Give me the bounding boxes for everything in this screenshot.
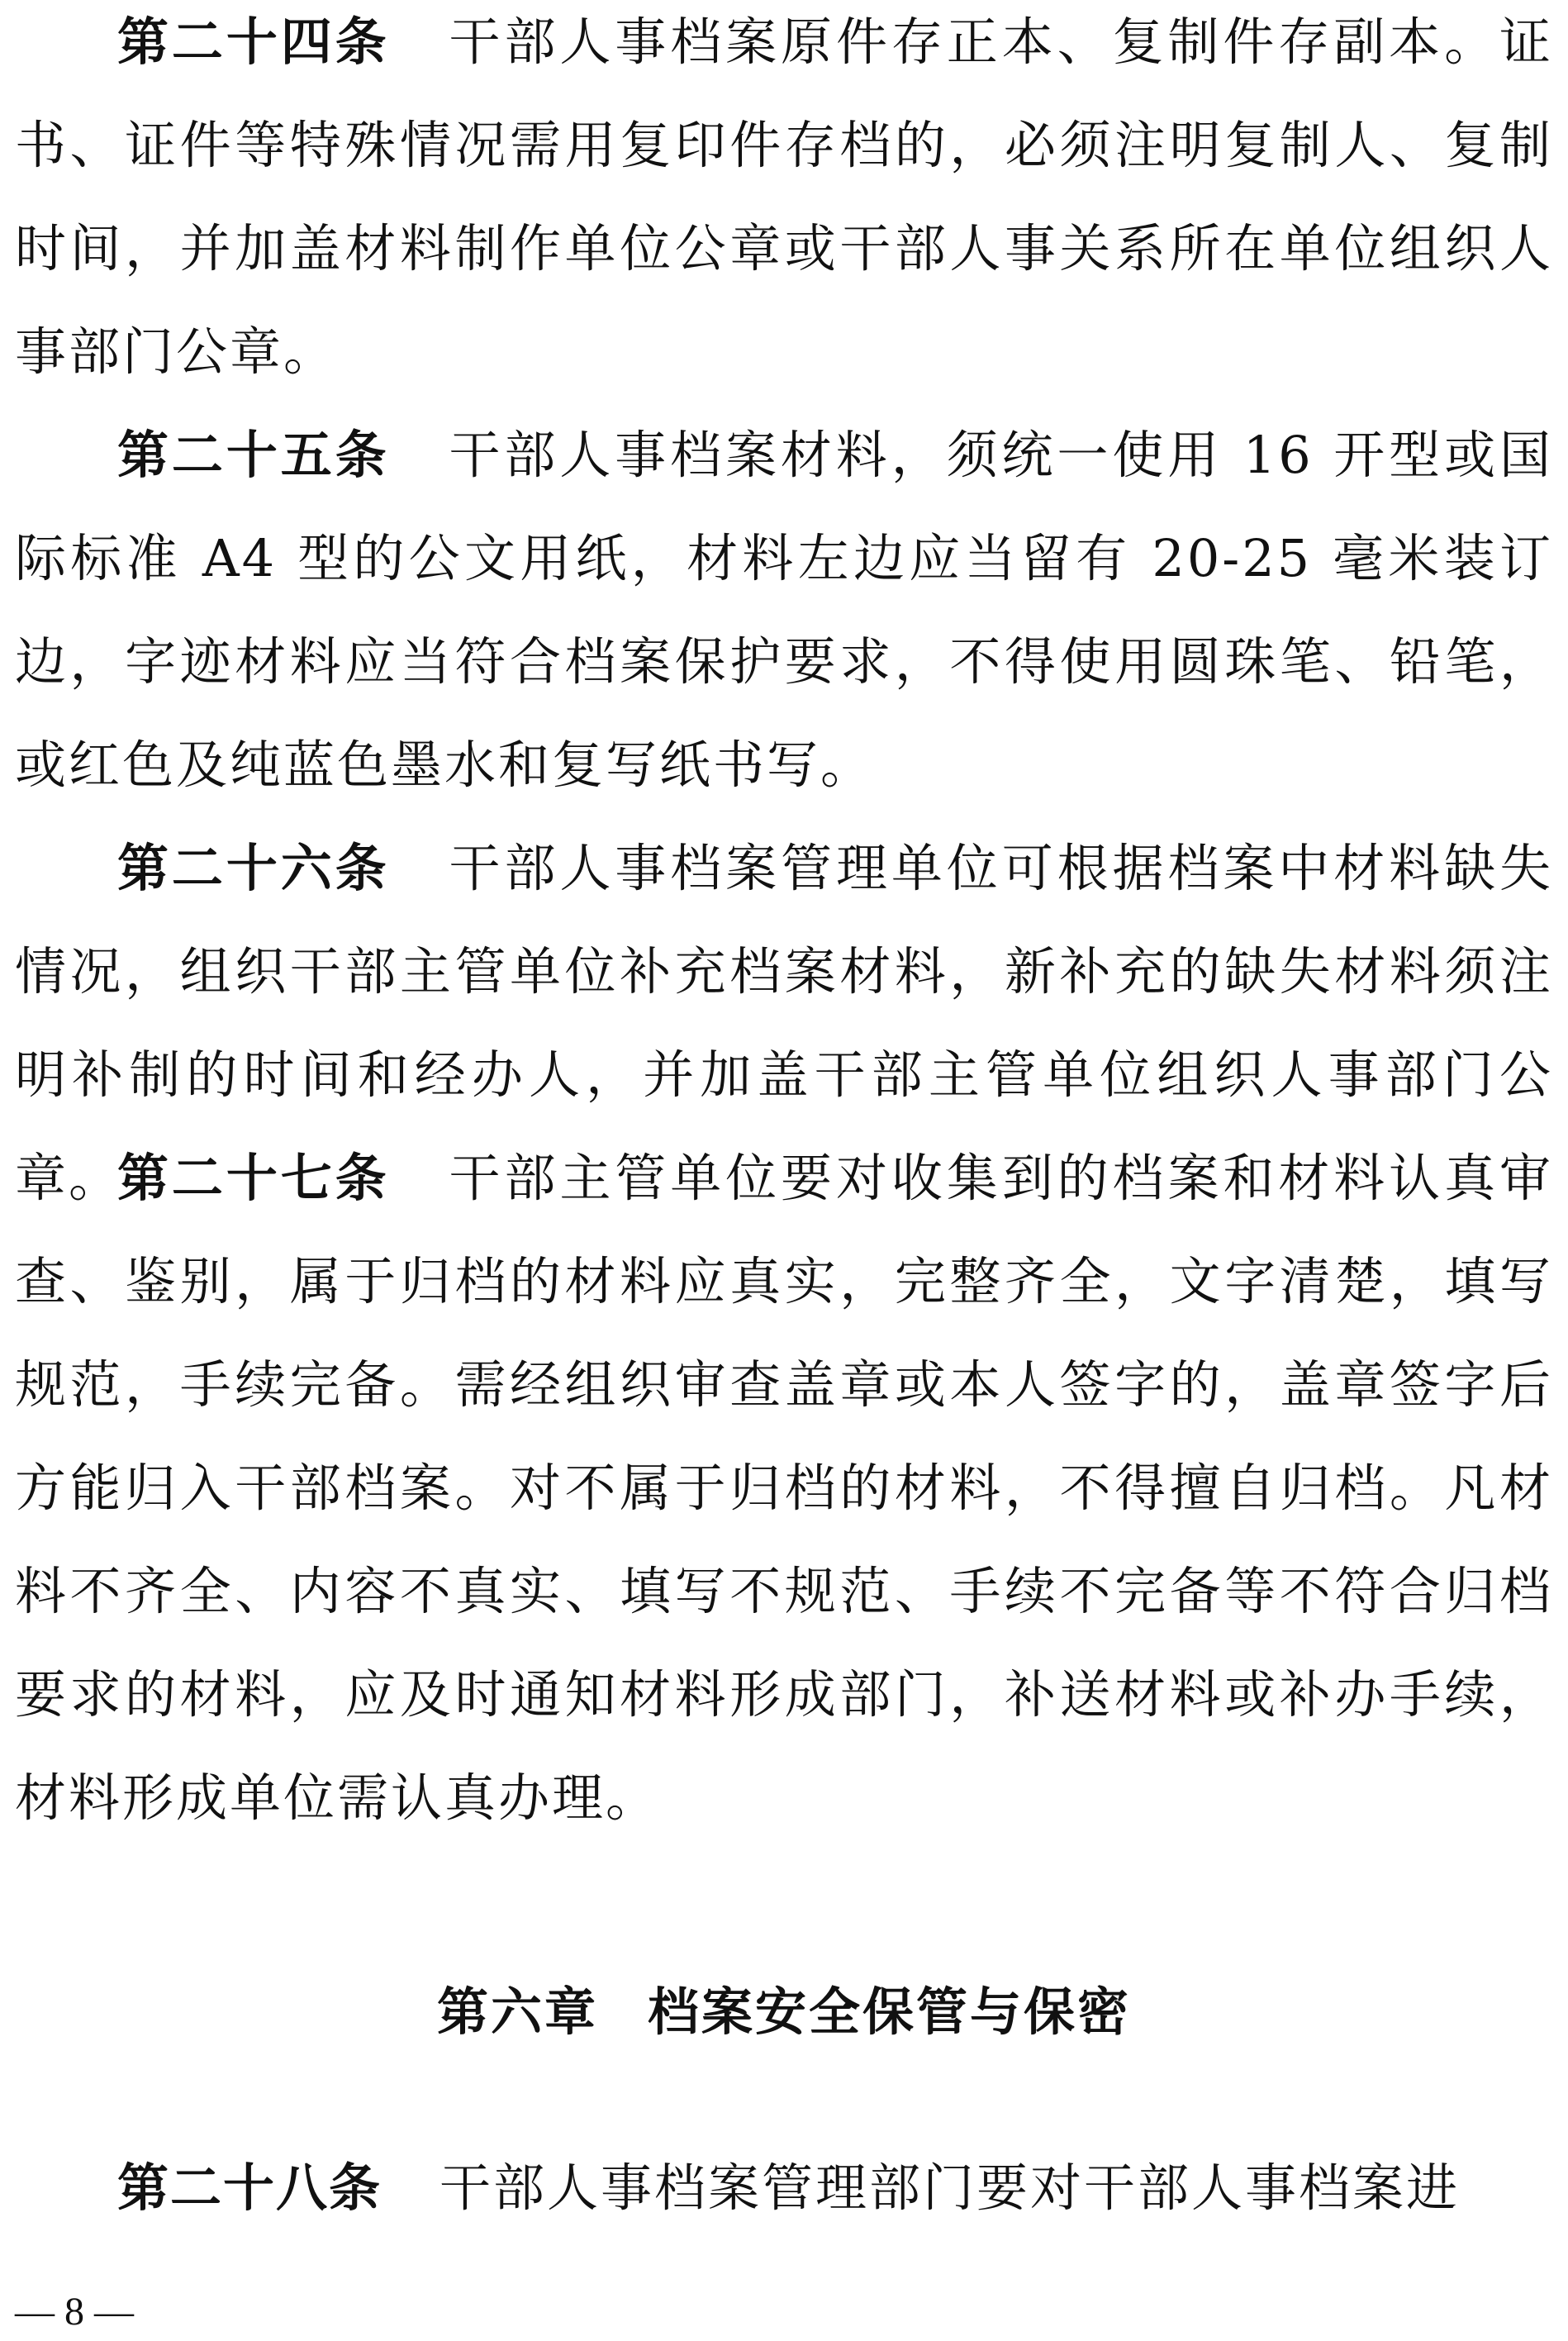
article-text: 干部主管单位要对收集到的档案和材料认真审查、鉴别，属于归档的材料应真实，完整齐全，文字清楚，填写规范，手续完备。需经组织审查盖章或本人签字的，盖章签字后方能归入干部档案。对不属于归档的材料，不得擅自归档。凡材料不齐全、内容不真实、填写不规范、手续不完备等不符合归档要求的材料，应及时通知材料形成部门，补送材料或补办手续，材料形成单位需认真办理。 (15, 1148, 1553, 1828)
article-number: 第二十五条 (117, 425, 390, 485)
article-text: 干部人事档案材料，须统一使用 16 开型或国际标准 A4 型的公文用纸，材料左边应当留有 20-25 毫米装订边，字迹材料应当符合档案保护要求，不得使用圆珠笔、铅笔，或红色及纯蓝色墨水和复写纸书写。 (15, 425, 1553, 795)
article-text: 干部人事档案原件存正本、复制件存副本。证书、证件等特殊情况需用复印件存档的，必须注明复制人、复制时间，并加盖材料制作单位公章或干部人事关系所在单位组织人事部门公章。 (15, 12, 1553, 382)
article-text: 干部人事档案管理部门要对干部人事档案进 (440, 2158, 1461, 2218)
chapter-number: 第六章 (436, 1982, 598, 2042)
article-28 (15, 2136, 1553, 2239)
article-number: 第二十八条 (117, 2158, 382, 2218)
article-24 (15, 0, 1553, 403)
article-25 (15, 403, 1553, 816)
article-number: 第二十四条 (117, 12, 390, 72)
article-number: 第二十六条 (117, 838, 390, 898)
article-27 (15, 1126, 1553, 1849)
article-text: 干部人事档案管理单位可根据档案中材料缺失情况，组织干部主管单位补充档案材料，新补充的缺失材料须注明补制的时间和经办人，并加盖干部主管单位组织人事部门公章。 (15, 838, 1553, 1208)
chapter-title: 档案安全保管与保密 (648, 1982, 1132, 2042)
page-number: — 8 — (15, 2290, 134, 2334)
article-number: 第二十七条 (117, 1148, 390, 1208)
chapter-heading (0, 1971, 1568, 2053)
